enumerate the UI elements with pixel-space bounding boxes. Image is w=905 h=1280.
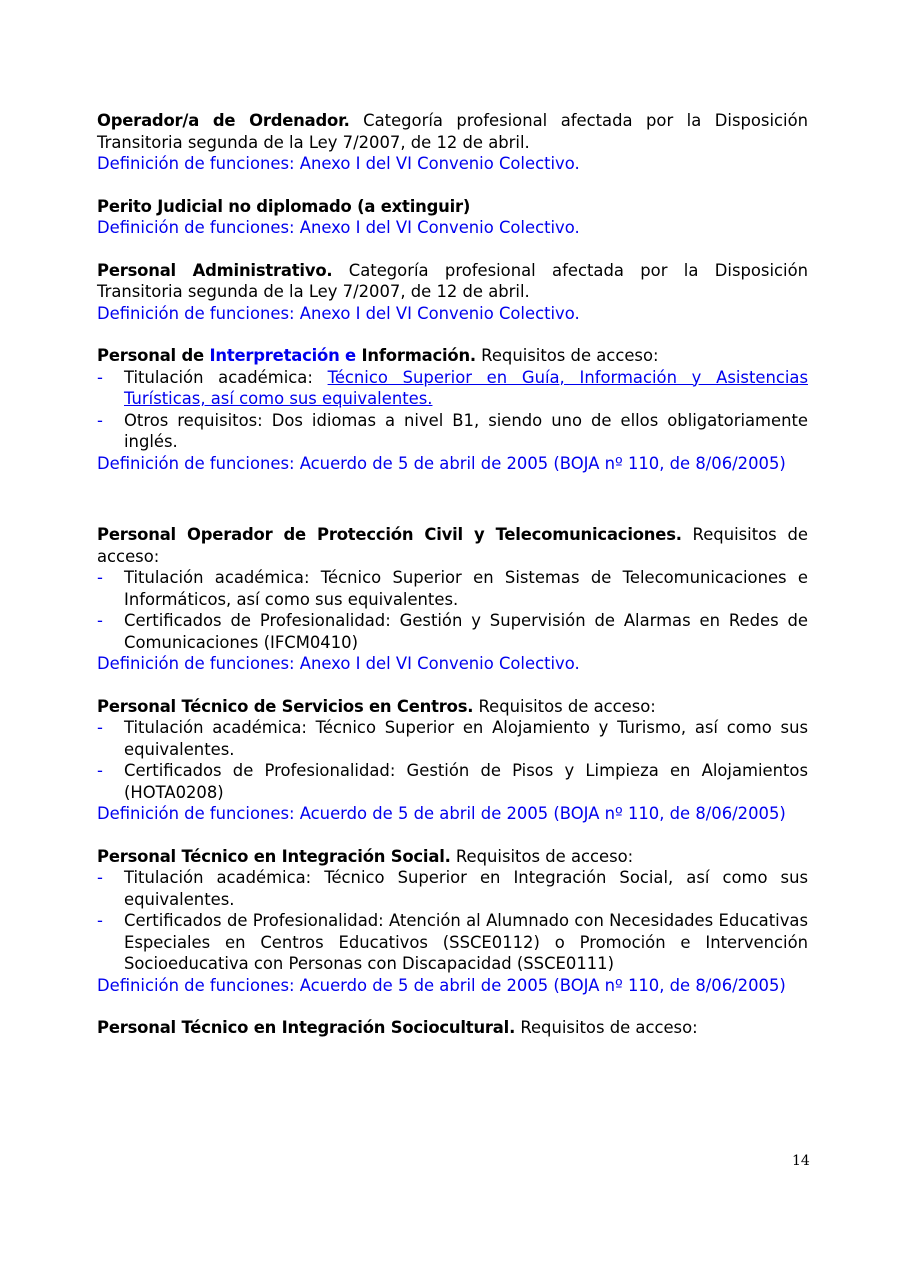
entry-definition: Definición de funciones: Acuerdo de 5 de abril de 2005 (BOJA nº 110, de 8/06/2005) xyxy=(97,975,786,995)
requirements-list xyxy=(97,367,808,453)
bullet-dash: - xyxy=(97,568,103,587)
entry-proteccion-civil xyxy=(97,524,808,675)
entry-title: Personal Técnico de Servicios en Centros. xyxy=(97,696,474,716)
entry-integracion-social xyxy=(97,846,808,997)
requirement-item xyxy=(97,867,808,910)
bullet-dash: - xyxy=(97,718,103,737)
entry-definition: Definición de funciones: Anexo I del VI Convenio Colectivo. xyxy=(97,654,580,673)
entry-definition: Definición de funciones: Anexo I del VI Convenio Colectivo. xyxy=(97,303,580,323)
entry-title: Operador/a de Ordenador. xyxy=(97,111,350,130)
entry-paragraph xyxy=(97,196,808,218)
entry-paragraph xyxy=(97,696,808,718)
entry-paragraph xyxy=(97,1017,808,1039)
bullet-dash: - xyxy=(97,911,103,930)
requirements-list xyxy=(97,567,808,653)
entry-text: Requisitos de acceso: xyxy=(475,346,659,365)
entry-text: Requisitos de acceso: xyxy=(97,525,808,566)
entry-text: Requisitos de acceso: xyxy=(473,696,656,716)
requirement-text: Certificados de Profesionalidad: Atención al Alumnado con Necesidades Educativas Especiales en Centros Educativos (SSCE0112) o Promoción e Intervención Socioeducativa con Personas con Discapacidad (SSCE0111) xyxy=(124,911,808,973)
requirement-item xyxy=(97,910,808,975)
requirements-list xyxy=(97,717,808,803)
requirement-text: Certificados de Profesionalidad: Gestión y Supervisión de Alarmas en Redes de Comunicaciones (IFCM0410) xyxy=(124,611,808,652)
titulacion-link[interactable]: Técnico Superior en Guía, Información y Asistencias Turísticas, así como sus equivalentes. xyxy=(124,367,808,408)
entry-definition: Definición de funciones: Anexo I del VI Convenio Colectivo. xyxy=(97,154,580,173)
entry-paragraph xyxy=(97,110,808,153)
requirement-text: Otros requisitos: Dos idiomas a nivel B1, siendo uno de ellos obligatoriamente inglés. xyxy=(124,410,808,451)
entry-operador-ordenador xyxy=(97,110,808,175)
document-body xyxy=(97,110,808,1039)
entry-title-highlight: Interpretación e xyxy=(209,346,356,365)
bullet-dash: - xyxy=(97,410,103,430)
entry-paragraph xyxy=(97,345,808,367)
entry-title: Perito Judicial no diplomado (a extinguir) xyxy=(97,196,471,216)
entry-paragraph xyxy=(97,846,808,868)
entry-title: Personal Técnico en Integración Social. xyxy=(97,846,451,866)
entry-text: Categoría profesional afectada por la Disposición Transitoria segunda de la Ley 7/2007, de 12 de abril. xyxy=(97,111,809,152)
entry-servicios-centros xyxy=(97,696,808,825)
requirement-text: Titulación académica: Técnico Superior en Sistemas de Telecomunicaciones e Informáticos, así como sus equivalentes. xyxy=(124,568,808,609)
bullet-dash: - xyxy=(97,868,103,887)
entry-perito-judicial xyxy=(97,196,808,239)
entry-text: Categoría profesional afectada por la Disposición Transitoria segunda de la Ley 7/2007, de 12 de abril. xyxy=(97,260,808,301)
entry-title: Personal de xyxy=(97,346,210,365)
entry-title: Personal Administrativo. xyxy=(97,260,333,280)
requirement-item xyxy=(97,410,808,453)
entry-definition: Definición de funciones: Acuerdo de 5 de abril de 2005 (BOJA nº 110, de 8/06/2005) xyxy=(97,453,786,473)
entry-personal-administrativo xyxy=(97,260,808,325)
requirement-item xyxy=(97,717,808,760)
requirement-text: Titulación académica: Técnico Superior en Alojamiento y Turismo, así como sus equivalentes. xyxy=(124,718,808,759)
requirement-text: Certificados de Profesionalidad: Gestión de Pisos y Limpieza en Alojamientos (HOTA0208) xyxy=(124,761,808,802)
entry-definition: Definición de funciones: Anexo I del VI Convenio Colectivo. xyxy=(97,218,580,237)
entry-title-end: Información. xyxy=(355,346,476,365)
entry-title: Personal Operador de Protección Civil y Telecomunicaciones. xyxy=(97,525,682,544)
requirement-text: Titulación académica: Técnico Superior en Integración Social, así como sus equivalentes. xyxy=(124,868,808,909)
entry-text: Requisitos de acceso: xyxy=(450,846,634,866)
entry-paragraph xyxy=(97,524,808,567)
entry-paragraph xyxy=(97,260,808,303)
requirement-item xyxy=(97,367,808,410)
requirements-list xyxy=(97,867,808,975)
requirement-label: Titulación académica: xyxy=(124,367,328,387)
requirement-item xyxy=(97,567,808,610)
entry-text: Requisitos de acceso: xyxy=(515,1018,698,1037)
entry-integracion-sociocultural xyxy=(97,1017,808,1039)
bullet-dash: - xyxy=(97,611,103,630)
bullet-dash: - xyxy=(97,761,103,780)
requirement-item xyxy=(97,610,808,653)
bullet-dash: - xyxy=(97,367,103,387)
page-number: 14 xyxy=(792,1153,810,1169)
entry-interpretacion-informacion xyxy=(97,345,808,474)
requirement-item xyxy=(97,760,808,803)
entry-title: Personal Técnico en Integración Sociocultural. xyxy=(97,1018,516,1037)
entry-definition: Definición de funciones: Acuerdo de 5 de abril de 2005 (BOJA nº 110, de 8/06/2005) xyxy=(97,804,786,823)
